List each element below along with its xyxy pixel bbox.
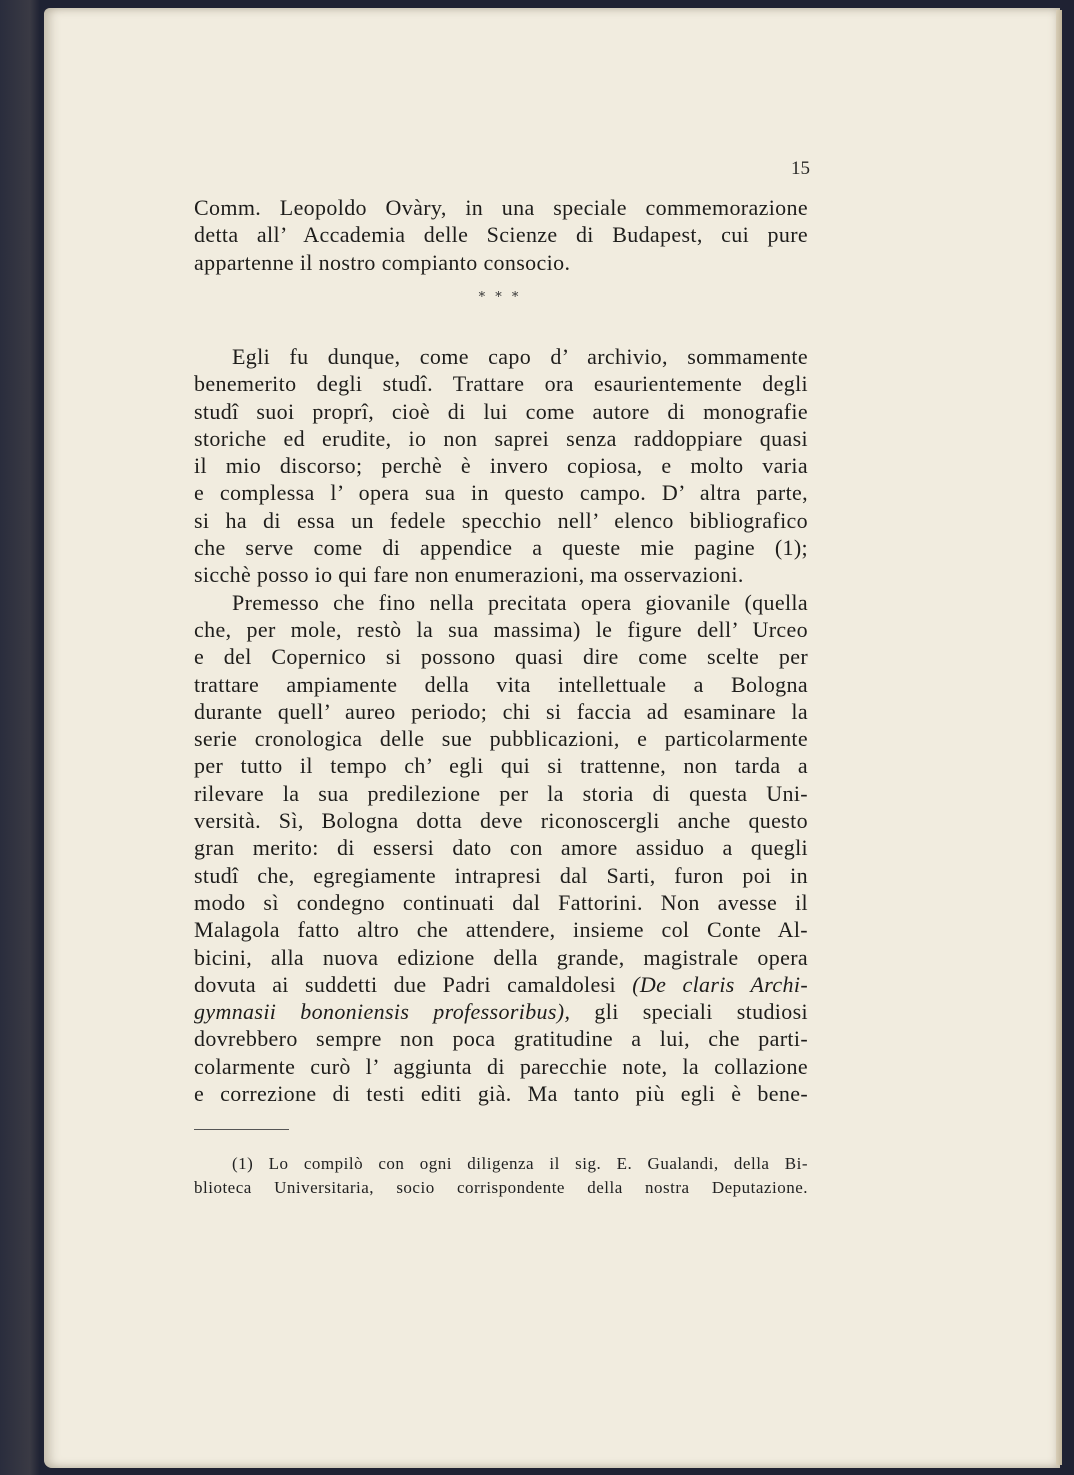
body-paragraphs	[194, 343, 808, 1107]
text-line: modo sì condegno continuati dal Fattorini. Non avesse il	[194, 889, 808, 915]
text-line: Comm. Leopoldo Ovàry, in una speciale commemorazione	[194, 195, 808, 220]
text-line: per tutto il tempo ch’ egli qui si trattenne, non tarda a	[194, 753, 808, 779]
text-line: storiche ed erudite, io non saprei senza raddoppiare quasi	[194, 425, 808, 451]
text-line: versità. Sì, Bologna dotta deve riconoscergli anche questo	[194, 808, 808, 834]
text-line: trattare ampiamente della vita intellettuale a Bologna	[194, 671, 808, 697]
footnote-line: blioteca Universitaria, socio corrispondente della nostra Deputazione.	[194, 1178, 808, 1197]
text-line: Egli fu dunque, come capo d’ archivio, sommamente	[232, 344, 808, 369]
text-line: Premesso che fino nella precitata opera giovanile (quella	[232, 589, 808, 615]
section-separator	[470, 292, 530, 304]
text-line: gran merito: di essersi dato con amore assiduo a quegli	[194, 835, 808, 861]
text-line: sicchè posso io qui fare non enumerazioni, ma osservazioni.	[194, 562, 744, 588]
page-edge	[1056, 10, 1062, 1465]
page-number: 15	[791, 158, 810, 179]
text-line-with-title	[194, 998, 808, 1025]
text-line: che, per mole, restò la sua massima) le figure dell’ Urceo	[194, 616, 808, 642]
text-line: bicini, alla nuova edizione della grande, magistrale opera	[194, 944, 808, 970]
text-line: si ha di essa un fedele specchio nell’ elenco bibliografico	[194, 507, 808, 533]
text-line: studî che, egregiamente intrapresi dal Sarti, furon poi in	[194, 862, 808, 888]
footnote	[194, 1152, 808, 1200]
text-line: dovrebbero sempre non poca gratitudine a lui, che parti-	[194, 1026, 808, 1052]
asterism: * * *	[478, 290, 522, 305]
text-line: che serve come di appendice a queste mie pagine (1);	[194, 535, 808, 561]
text-fragment: dovuta ai suddetti due Padri camaldolesi	[194, 971, 617, 997]
footnote-mark: (1)	[232, 1154, 254, 1173]
text-line: benemerito degli studî. Trattare ora esaurientemente degli	[194, 371, 808, 397]
text-line: detta all’ Accademia delle Scienze di Budapest, cui pure	[194, 222, 808, 248]
text-line: colarmente curò l’ aggiunta di parecchie note, la collazione	[194, 1053, 808, 1079]
footnote-rule	[194, 1129, 289, 1130]
text-line: rilevare la sua predilezione per la storia di questa Uni-	[194, 780, 808, 806]
text-line-with-title	[194, 971, 808, 998]
text-line: e correzione di testi editi già. Ma tanto più egli è bene-	[194, 1081, 808, 1107]
text-line: il mio discorso; perchè è invero copiosa, e molto varia	[194, 453, 808, 479]
text-fragment: gli speciali studiosi	[594, 999, 808, 1025]
text-line: e complessa l’ opera sua in questo campo. D’ altra parte,	[194, 480, 808, 506]
footnote-text: Lo compilò con ogni diligenza il sig. E. Gualandi, della Bi-	[268, 1154, 809, 1173]
opening-paragraph	[194, 194, 808, 276]
text-line: studî suoi proprî, cioè di lui come autore di monografie	[194, 398, 808, 424]
text-line: serie cronologica delle sue pubblicazioni, e particolarmente	[194, 726, 808, 752]
footnote-line	[194, 1152, 808, 1176]
italic-work-title: (De claris Archi-	[632, 971, 808, 997]
text-line: durante quell’ aureo periodo; chi si faccia ad esaminare la	[194, 698, 808, 724]
text-line: appartenne il nostro compianto consocio.	[194, 249, 571, 275]
text-line: e del Copernico si possono quasi dire come scelte per	[194, 644, 808, 670]
italic-work-title: gymnasii bononiensis professoribus),	[194, 999, 571, 1025]
text-line: Malagola fatto altro che attendere, insieme col Conte Al-	[194, 917, 808, 943]
